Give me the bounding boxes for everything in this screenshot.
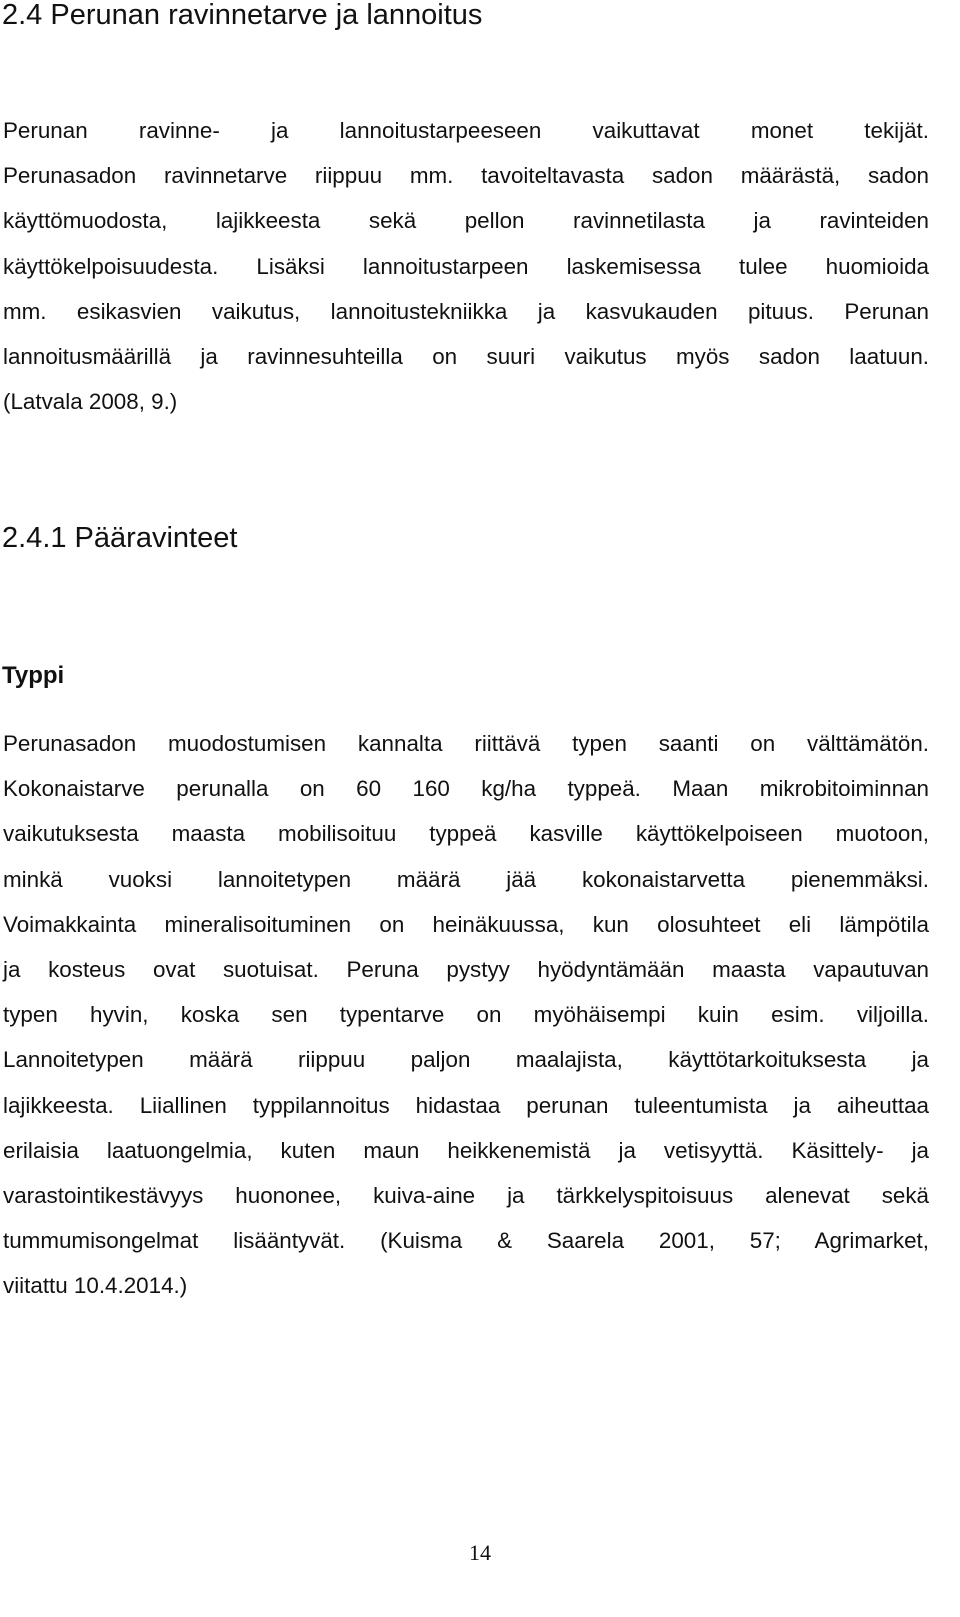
paragraph-line: ja kosteus ovat suotuisat. Peruna pystyy hyödyntämään maasta vapautuvan [3, 956, 929, 982]
page-number: 14 [469, 1540, 491, 1565]
paragraph-line: typen hyvin, koska sen typentarve on myöhäisempi kuin esim. viljoilla. [3, 1002, 929, 1028]
paragraph-line: (Latvala 2008, 9.) [3, 389, 178, 415]
section-paragraph [3, 108, 929, 424]
paragraph-line: viitattu 10.4.2014.) [3, 1273, 188, 1299]
paragraph-line: Perunan ravinne- ja lannoitustarpeeseen vaikuttavat monet tekijät. [3, 118, 929, 143]
paragraph-line: varastointikestävyys huononee, kuiva-aine ja tärkkelyspitoisuus alenevat sekä [3, 1182, 929, 1208]
paragraph-line: Perunasadon ravinnetarve riippuu mm. tavoiteltavasta sadon määrästä, sadon [3, 163, 929, 189]
subsection-heading: 2.4.1 Pääravinteet [2, 522, 238, 554]
paragraph-line: käyttömuodosta, lajikkeesta sekä pellon ravinnetilasta ja ravinteiden [3, 208, 929, 234]
paragraph-line: käyttökelpoisuudesta. Lisäksi lannoitustarpeen laskemisessa tulee huomioida [3, 253, 929, 279]
paragraph-line: Lannoitetypen määrä riippuu paljon maalajista, käyttötarkoituksesta ja [3, 1047, 929, 1073]
typppi-heading: Typpi [2, 662, 65, 689]
paragraph-line: erilaisia laatuongelmia, kuten maun heikkenemistä ja vetisyyttä. Käsittely- ja [3, 1137, 929, 1163]
paragraph-line: vaikutuksesta maasta mobilisoituu typpeä kasville käyttökelpoiseen muotoon, [3, 821, 929, 847]
paragraph-line: lannoitusmäärillä ja ravinnesuhteilla on suuri vaikutus myös sadon laatuun. [3, 343, 929, 369]
paragraph-line: Voimakkainta mineralisoituminen on heinäkuussa, kun olosuhteet eli lämpötila [3, 911, 929, 937]
section-heading: 2.4 Perunan ravinnetarve ja lannoitus [2, 0, 483, 31]
paragraph-line: minkä vuoksi lannoitetypen määrä jää kokonaistarvetta pienemmäksi. [3, 866, 929, 892]
typppi-paragraph [3, 721, 929, 1308]
paragraph-line: lajikkeesta. Liiallinen typpilannoitus hidastaa perunan tuleentumista ja aiheuttaa [3, 1092, 929, 1118]
paragraph-line: tummumisongelmat lisääntyvät. (Kuisma & Saarela 2001, 57; Agrimarket, [3, 1228, 929, 1254]
paragraph-line: Kokonaistarve perunalla on 60 160 kg/ha typpeä. Maan mikrobitoiminnan [3, 776, 929, 802]
paragraph-line: mm. esikasvien vaikutus, lannoitustekniikka ja kasvukauden pituus. Perunan [3, 298, 929, 324]
paragraph-line: Perunasadon muodostumisen kannalta riittävä typen saanti on välttämätön. [3, 731, 929, 756]
